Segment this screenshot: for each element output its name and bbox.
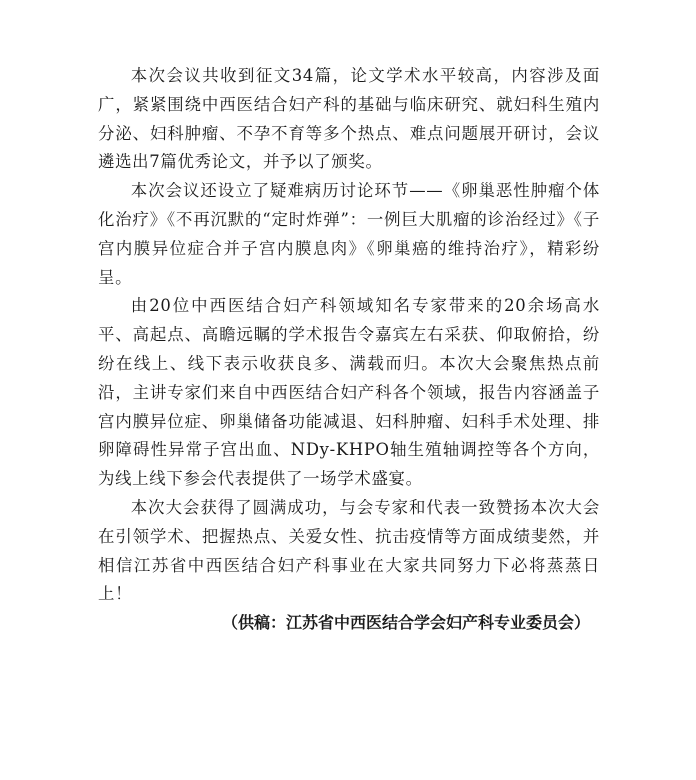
article-body (98, 62, 600, 609)
paragraph-case-discussion: 本次会议还设立了疑难病历讨论环节——《卵巢恶性肿瘤个体化治疗》《不再沉默的“定时炸弹”：一例巨大肌瘤的诊治经过》《子宫内膜异位症合并子宫内膜息肉》《卵巢癌的维持治疗》，精彩纷呈。 (98, 181, 600, 287)
paragraph-submissions: 本次会议共收到征文34篇，论文学术水平较高，内容涉及面广，紧紧围绕中西医结合妇产科的基础与临床研究、就妇科生殖内分泌、妇科肿瘤、不孕不育等多个热点、难点问题展开研讨，会议遴选出7篇优秀论文，并予以了颁奖。 (98, 66, 600, 172)
article-credit: （供稿：江苏省中西医结合学会妇产科专业委员会） (222, 613, 591, 632)
paragraph-conclusion: 本次大会获得了圆满成功，与会专家和代表一致赞扬本次大会在引领学术、把握热点、关爱女性、抗击疫情等方面成绩斐然，并相信江苏省中西医结合妇产科事业在大家共同努力下必将蒸蒸日上！ (98, 497, 600, 604)
paragraph-expert-reports: 由20位中西医结合妇产科领域知名专家带来的20余场高水平、高起点、高瞻远瞩的学术报告令嘉宾左右采获、仰取俯拾，纷纷在线上、线下表示收获良多、满载而归。本次大会聚焦热点前沿，主讲专家们来自中西医结合妇产科各个领域，报告内容涵盖子宫内膜异位症、卵巢储备功能减退、妇科肿瘤、妇科手术处理、排卵障碍性异常子宫出血、NDy-KHPO轴生殖轴调控等各个方向，为线上线下参会代表提供了一场学术盛宴。 (98, 296, 600, 489)
